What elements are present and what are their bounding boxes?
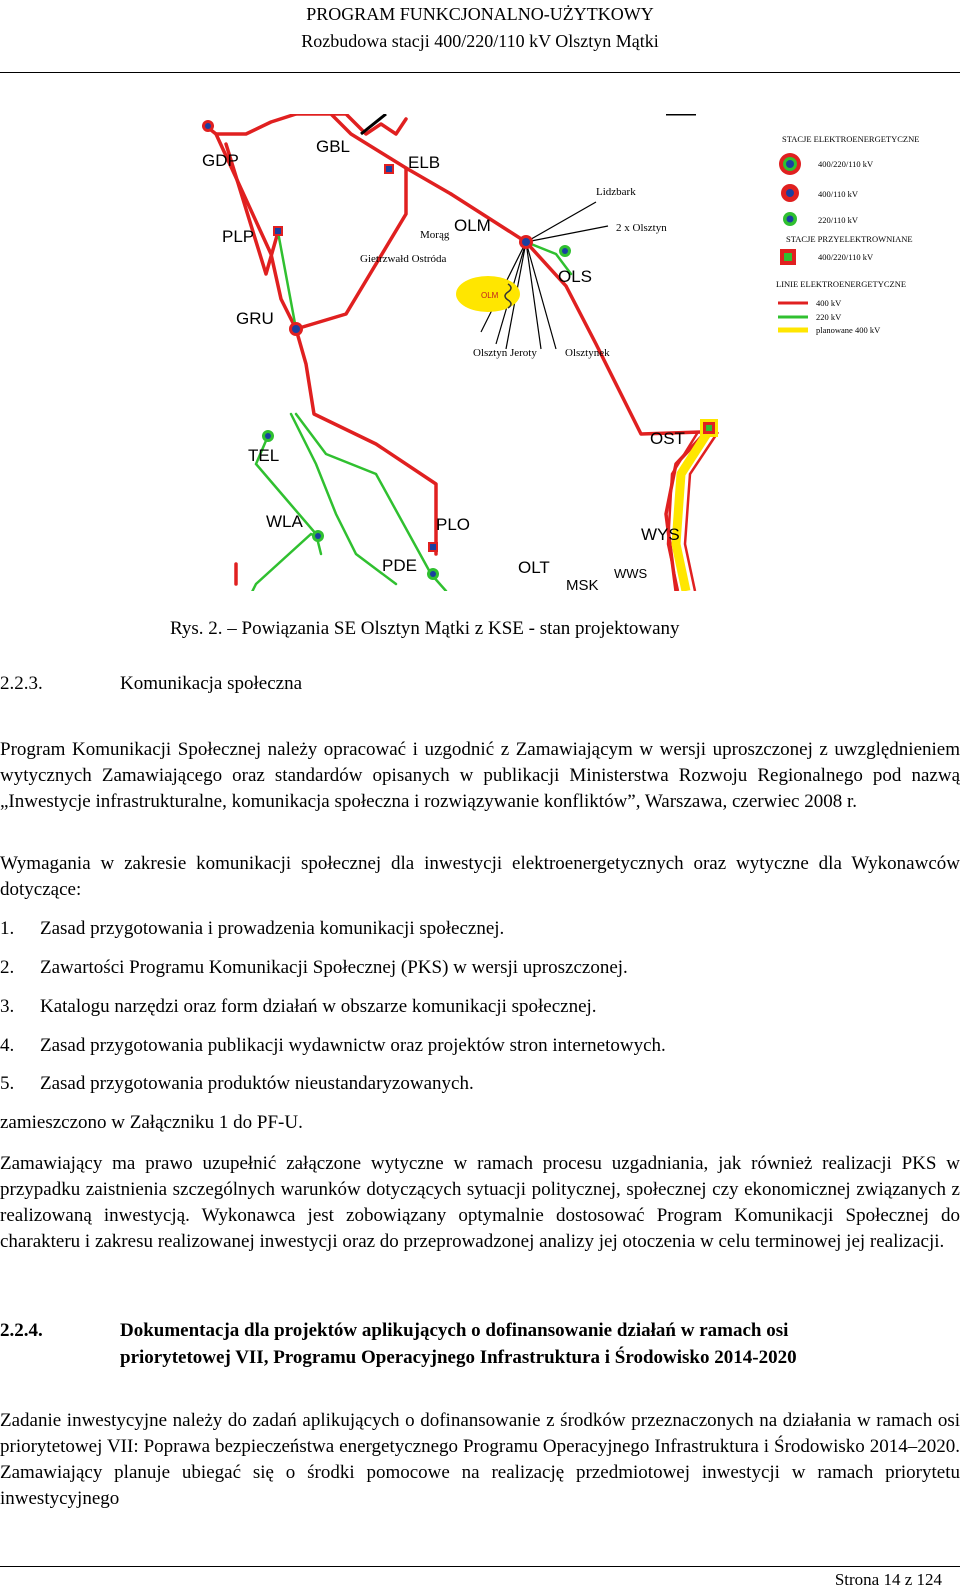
figure-caption: Rys. 2. – Powiązania SE Olsztyn Mątki z KSE - stan projektowany	[170, 618, 680, 639]
legend-t1-2: 400/220/110 kV	[818, 252, 874, 262]
station-msk: MSK	[566, 577, 599, 591]
station-tel: TEL	[248, 446, 280, 465]
place-two-olsztyn: 2 x Olsztyn	[616, 222, 667, 234]
station-ols: OLS	[558, 267, 593, 286]
legend-s1-2: 400/220/110 kV	[818, 159, 874, 169]
list-item-number: 5.	[0, 1073, 15, 1094]
station-nodes	[202, 120, 718, 580]
station-gru: GRU	[236, 309, 274, 328]
station-gdp: GDP	[202, 151, 239, 170]
section-223-title: Komunikacja społeczna	[120, 673, 303, 694]
section-224-paragraph: Zadanie inwestycyjne należy do zadań aplikujących o dofinansowanie z środków przeznaczonych na działania w ramach osi priorytetowej VII: Poprawa bezpieczeństwa energetycznego Programu Operacyjnego Infrastruktura i Środowisko 2014–2020. Zamawiający planuje ubiegać się o środki pomocowe na realizację przedmiotowej inwestycji w ramach priorytetu inwestycyjnego	[0, 1410, 960, 1509]
station-plo: PLO	[436, 515, 471, 534]
station-plp: PLP	[222, 227, 255, 246]
legend-s3-2: 220/110 kV	[818, 215, 859, 225]
section-223-number: 2.2.3.	[0, 673, 43, 694]
list-item-text: Katalogu narzędzi oraz form działań w obszarze komunikacji społecznej.	[40, 996, 597, 1017]
place-morag: Morąg	[420, 229, 450, 241]
section-223-paragraph-2: Wymagania w zakresie komunikacji społecznej dla inwestycji elektroenergetycznych oraz wytyczne dla Wykonawców dotyczące:	[0, 853, 960, 900]
list-item	[0, 1035, 666, 1057]
station-ost: OST	[650, 429, 685, 448]
place-gietrzwald-ostroda: Gietrzwałd Ostróda	[360, 253, 447, 265]
grid-map-figure	[196, 114, 762, 591]
list-item	[0, 996, 597, 1018]
page-number: Strona 14 z 124	[834, 1570, 942, 1589]
section-224-title-line-1: Dokumentacja dla projektów aplikujących o dofinansowanie działań w ramach osi	[120, 1320, 789, 1341]
station-elb: ELB	[408, 153, 441, 172]
list-item-number: 2.	[0, 957, 15, 978]
section-224-title-line-2: priorytetowej VII, Programu Operacyjnego Infrastruktura i Środowisko 2014-2020	[120, 1347, 797, 1368]
list-item-text: Zawartości Programu Komunikacji Społecznej (PKS) w wersji uproszczonej.	[40, 957, 628, 978]
list-item	[0, 918, 504, 940]
header-subtitle: Rozbudowa stacji 400/220/110 kV Olsztyn Mątki	[301, 31, 659, 51]
legend-s2-2: 400/110 kV	[818, 189, 859, 199]
list-item-number: 4.	[0, 1035, 15, 1056]
list-item-text: Zasad przygotowania produktów nieustandaryzowanych.	[40, 1073, 474, 1094]
section-223-paragraph-3: Zamawiający ma prawo uzupełnić załączone wytyczne w ramach procesu uzgadniania, jak również realizacji PKS w przypadku zaistnienia szczególnych warunków dotyczących sytuacji politycznej, społecznej czy ekonomicznej związanych z realizowaną inwestycją. Wykonawca jest zobowiązany optymalnie dostosować Program Komunikacji Społecznej do charakteru i zakresu realizowanej inwestycji oraz do przeprowadzonej analizy jej otoczenia w celu terminowej jej realizacji.	[0, 1153, 960, 1252]
station-olt: OLT	[518, 558, 550, 577]
place-lidzbark: Lidzbark	[596, 186, 636, 198]
station-gbl: GBL	[316, 137, 351, 156]
list-item-number: 3.	[0, 996, 15, 1017]
place-olsztynek: Olsztynek	[565, 347, 610, 359]
legend-panel	[772, 130, 952, 340]
place-olsztyn-jeroty: Olsztyn Jeroty	[473, 347, 537, 359]
list-item	[0, 1073, 474, 1095]
section-223-paragraph-1: Program Komunikacji Społecznej należy opracować i uzgodnić z Zamawiającym w wersji uproszczonej z uwzględnieniem wytycznych Zamawiającego oraz standardów opisanych w publikacji Ministerstwa Rozwoju Regionalnego pod nazwą „Inwestycje infrastrukturalne, komunikacja społeczna i rozwiązywanie konfliktów”, Warszawa, czerwiec 2008 r.	[0, 739, 960, 812]
legend-l1-2: 400 kV	[816, 298, 842, 308]
station-olm: OLM	[454, 216, 491, 235]
header-rule	[0, 72, 960, 73]
station-pde: PDE	[382, 556, 417, 575]
station-wys: WYS	[641, 525, 680, 544]
section-223-closing: zamieszczono w Załączniku 1 do PF-U.	[0, 1112, 303, 1133]
list-item-text: Zasad przygotowania publikacji wydawnictw oraz projektów stron internetowych.	[40, 1035, 666, 1056]
legend-lines-title-2: LINIE ELEKTROENERGETYCZNE	[776, 279, 907, 289]
station-wws: WWS	[614, 566, 648, 581]
footer-rule	[0, 1566, 960, 1567]
list-item-number: 1.	[0, 918, 15, 939]
station-wla: WLA	[266, 512, 303, 531]
list-item-text: Zasad przygotowania i prowadzenia komunikacji społecznej.	[40, 918, 505, 939]
legend-transfer-title-2: STACJE PRZYELEKTROWNIANE	[786, 234, 913, 244]
olm-small-label: OLM	[481, 291, 499, 300]
list-item	[0, 957, 628, 979]
legend-l2-2: 220 kV	[816, 312, 842, 322]
section-224-number: 2.2.4.	[0, 1320, 43, 1341]
header-title: PROGRAM FUNKCJONALNO-UŻYTKOWY	[306, 4, 654, 24]
legend-stations-title-2: STACJE ELEKTROENERGETYCZNE	[782, 134, 920, 144]
legend-l3-2: planowane 400 kV	[816, 325, 881, 335]
